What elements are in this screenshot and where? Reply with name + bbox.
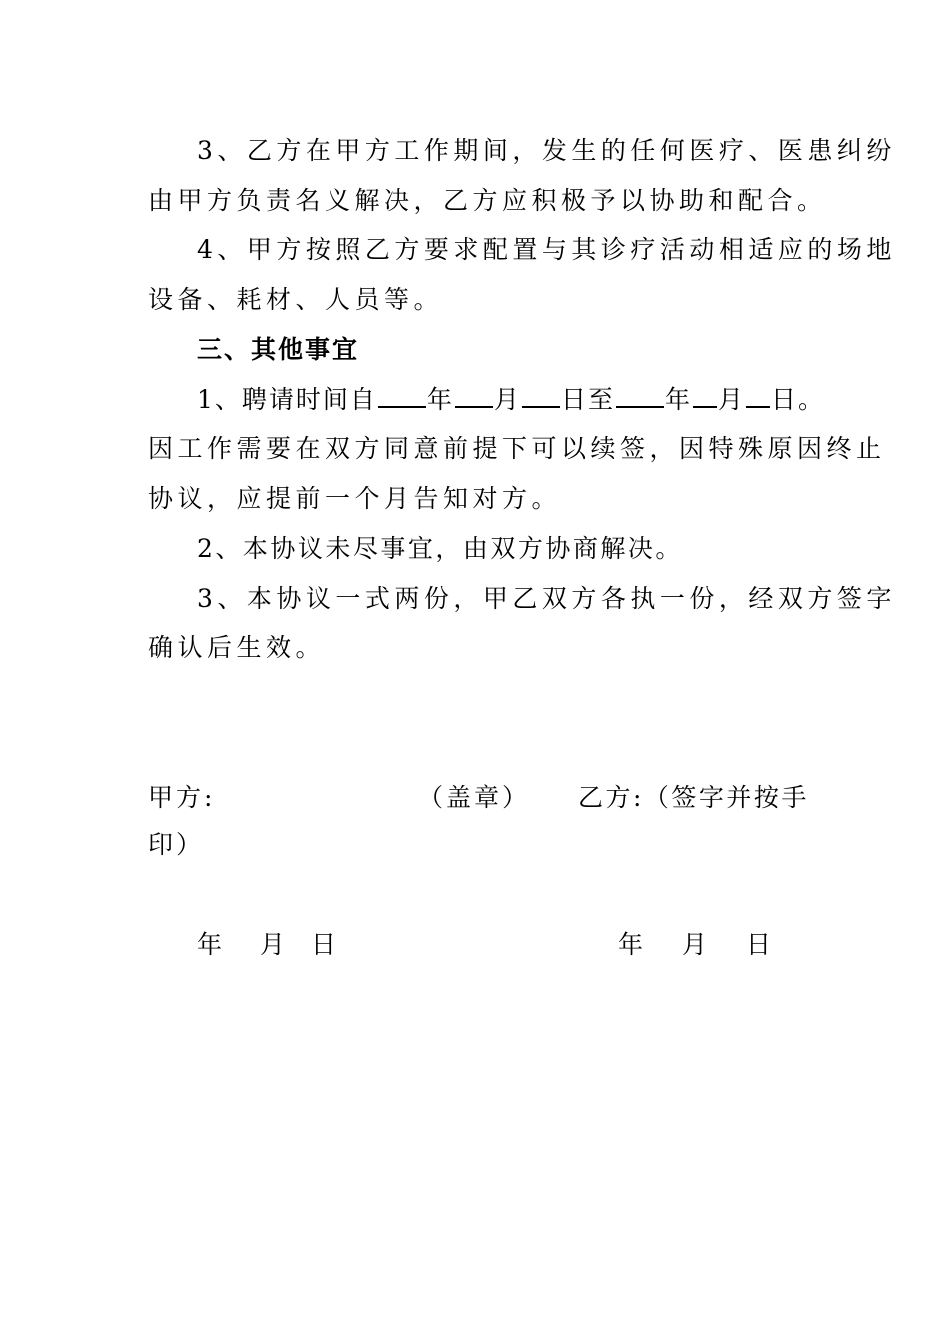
- month-blank-1: [455, 384, 493, 408]
- party-b-label-cont: 印）: [148, 830, 205, 859]
- term-prefix: 1、聘请时间自: [197, 385, 377, 414]
- item-3-line-2: 确认后生效。: [148, 633, 326, 662]
- paragraph-4-line-2: 设备、耗材、人员等。: [148, 285, 444, 314]
- day-label-2: 日。: [771, 385, 826, 414]
- year-blank-2: [616, 384, 664, 408]
- month-label-2: 月: [717, 385, 745, 414]
- month-blank-2: [693, 384, 717, 408]
- item-3-line-1: 3、本协议一式两份，甲乙双方各执一份，经双方签字: [197, 584, 896, 613]
- paragraph-3-line-1: 3、乙方在甲方工作期间，发生的任何医疗、医患纠纷: [197, 136, 896, 165]
- party-a-label: 甲方:: [148, 783, 216, 812]
- term-line-2: 因工作需要在双方同意前提下可以续签，因特殊原因终止: [148, 434, 886, 463]
- date-a-day: 日: [311, 930, 340, 959]
- paragraph-4-line-1: 4、甲方按照乙方要求配置与其诊疗活动相适应的场地: [197, 235, 896, 264]
- year-label-2: 年: [664, 385, 692, 414]
- paragraph-3-line-2: 由甲方负责名义解决，乙方应积极予以协助和配合。: [148, 186, 827, 215]
- seal-label: （盖章）: [418, 783, 531, 812]
- month-label-1: 月: [493, 385, 521, 414]
- term-line-3: 协议，应提前一个月告知对方。: [148, 484, 562, 513]
- party-b-label: 乙方:（签字并按手: [578, 783, 809, 812]
- date-b-month: 月: [682, 930, 711, 959]
- date-b-year: 年: [618, 930, 647, 959]
- day-blank-2: [746, 384, 770, 408]
- year-label-1: 年: [426, 385, 454, 414]
- date-a-month: 月: [260, 930, 289, 959]
- term-line: [197, 384, 826, 415]
- day-to-label: 日至: [560, 385, 615, 414]
- day-blank-1: [522, 384, 560, 408]
- date-b-day: 日: [746, 930, 775, 959]
- date-a-year: 年: [197, 930, 226, 959]
- item-2: 2、本协议未尽事宜，由双方协商解决。: [197, 534, 683, 563]
- section-heading: 三、其他事宜: [197, 335, 360, 364]
- year-blank-1: [378, 384, 426, 408]
